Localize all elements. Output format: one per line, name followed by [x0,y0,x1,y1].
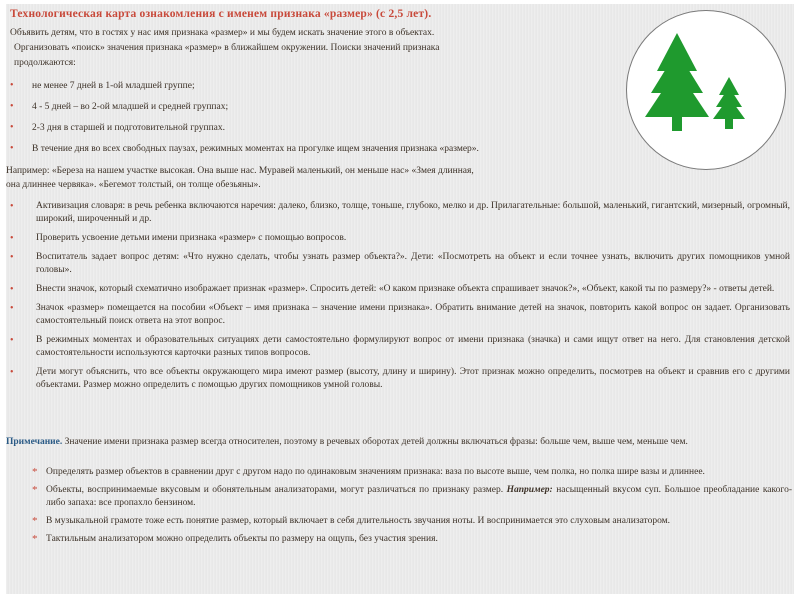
page-title: Технологическая карта ознакомления с именем признака «размер» (с 2,5 лет). [10,8,432,20]
asterisk-icon: * [32,484,38,496]
bullet-icon: • [10,367,14,378]
duration-list [10,79,630,163]
list-item-text: В музыкальной грамоте тоже есть понятие размер, который включает в себя длительность звучания ноты. И воспринимается это слуховым анализатором. [46,516,671,526]
slide [6,4,794,594]
size-symbol-circle [626,10,786,170]
note-text: Значение имени признака размер всегда относителен, поэтому в речевых оборотах детей должны включаться фразы: больше чем, выше чем, меньше чем. [62,437,688,447]
list-item [10,100,630,114]
intro-line: Организовать «поиск» значения признака «размер» в ближайшем окружении. Поиски значений признака [14,43,440,53]
list-item-text: насыщенный вкусом суп. Большое преобладание какого-либо запаха: все пропахло бензином. [46,485,792,508]
list-item-text: Дети могут объяснить, что все объекты окружающего мира имеют размер (высоту, длину и ширину). Этот признак можно определить, посмотрев на объект и сравнив его с другими объектами. Размер можно определить с помощью других помощников умной головы. [36,367,790,390]
list-item [10,283,790,296]
list-item [10,142,630,156]
list-item-text: В течение дня во всех свободных паузах, режимных моментах на прогулке ищем значения признака «размер». [32,144,479,154]
intro-line: Объявить детям, что в гостях у нас имя признака «размер» и мы будем искать значение этого в объектах. [10,28,435,38]
list-item-text: Определять размер объектов в сравнении друг с другом надо по одинаковым значениям признака: ваза по высоте выше, чем полка, но полка шире вазы и длиннее. [46,467,705,477]
small-tree-icon [713,77,745,129]
list-item [32,484,792,510]
list-item-text: Активизация словаря: в речь ребенка включаются наречия: далеко, близко, толще, тоньше, глубоко, мелко и др. Прилагательные: большой, маленький, гигантский, мизерный, огромный, широкий, широченный и др. [36,201,790,224]
activity-list [10,200,790,398]
intro-line: продолжаются: [14,58,76,68]
list-item-text: 2-3 дня в старшей и подготовительной группах. [32,123,226,133]
list-item-text: Внести значок, который схематично изображает признак «размер». Спросить детей: «О каком признаке объекта спрашивает значок?», «Объект, какой ты по размеру?» - ответы детей. [36,284,775,294]
example-text [6,164,646,192]
trees-icon [627,11,785,169]
list-item [10,121,630,135]
bullet-icon: • [10,143,14,154]
note-list [32,466,792,551]
example-line: она длиннее червяка». «Бегемот толстый, он толще обезьяны». [6,180,261,190]
list-item-text: Значок «размер» помещается на пособии «Объект – имя признака – значение имени признака». Обратить внимание детей на значок, повторить какой вопрос он задает. Организовать самостоятельный поиск ответа на этот вопрос. [36,303,790,326]
asterisk-icon: * [32,533,38,545]
list-item [10,200,790,226]
list-item [10,79,630,93]
bullet-icon: • [10,233,14,244]
example-line: Например: «Береза на нашем участке высокая. Она выше нас. Муравей маленький, он меньше нас» «Змея длинная, [6,166,474,176]
list-item [10,232,790,245]
bullet-icon: • [10,284,14,295]
list-item [10,366,790,392]
bullet-icon: • [10,252,14,263]
bullet-icon: • [10,122,14,133]
list-item-text: Проверить усвоение детьми имени признака «размер» с помощью вопросов. [36,233,347,243]
list-item [32,533,792,546]
big-tree-icon [645,33,709,131]
bullet-icon: • [10,201,14,212]
asterisk-icon: * [32,515,38,527]
list-item-text: Тактильным анализатором можно определить объекты по размеру на ощупь, без участия зрения. [46,534,438,544]
list-item-text: Объекты, воспринимаемые вкусовым и обонятельным анализаторами, могут различаться по признаку размер. [46,485,507,495]
list-item-text: Воспитатель задает вопрос детям: «Что нужно сделать, чтобы узнать размер объекта?». Дети: «Посмотреть на объект и если точнее узнать, включить других помощников умной головы». [36,252,790,275]
bullet-icon: • [10,80,14,91]
list-item [10,302,790,328]
list-item [10,334,790,360]
note-block [6,436,792,449]
bullet-icon: • [10,335,14,346]
intro-text [10,26,610,71]
list-item [32,466,792,479]
list-item-text: В режимных моментах и образовательных ситуациях дети самостоятельно формулируют вопрос от имени признака (значка) и сами ищут ответ на него. Для становления детской самостоятельности используются карточки разных типов вопросов. [36,335,790,358]
example-emphasis: Например: [506,485,553,495]
bullet-icon: • [10,303,14,314]
list-item-text: 4 - 5 дней – во 2-ой младшей и средней группах; [32,102,229,112]
list-item-text: не менее 7 дней в 1-ой младшей группе; [32,81,195,91]
bullet-icon: • [10,101,14,112]
note-label: Примечание. [6,437,63,447]
list-item [32,515,792,528]
asterisk-icon: * [32,466,38,478]
list-item [10,251,790,277]
